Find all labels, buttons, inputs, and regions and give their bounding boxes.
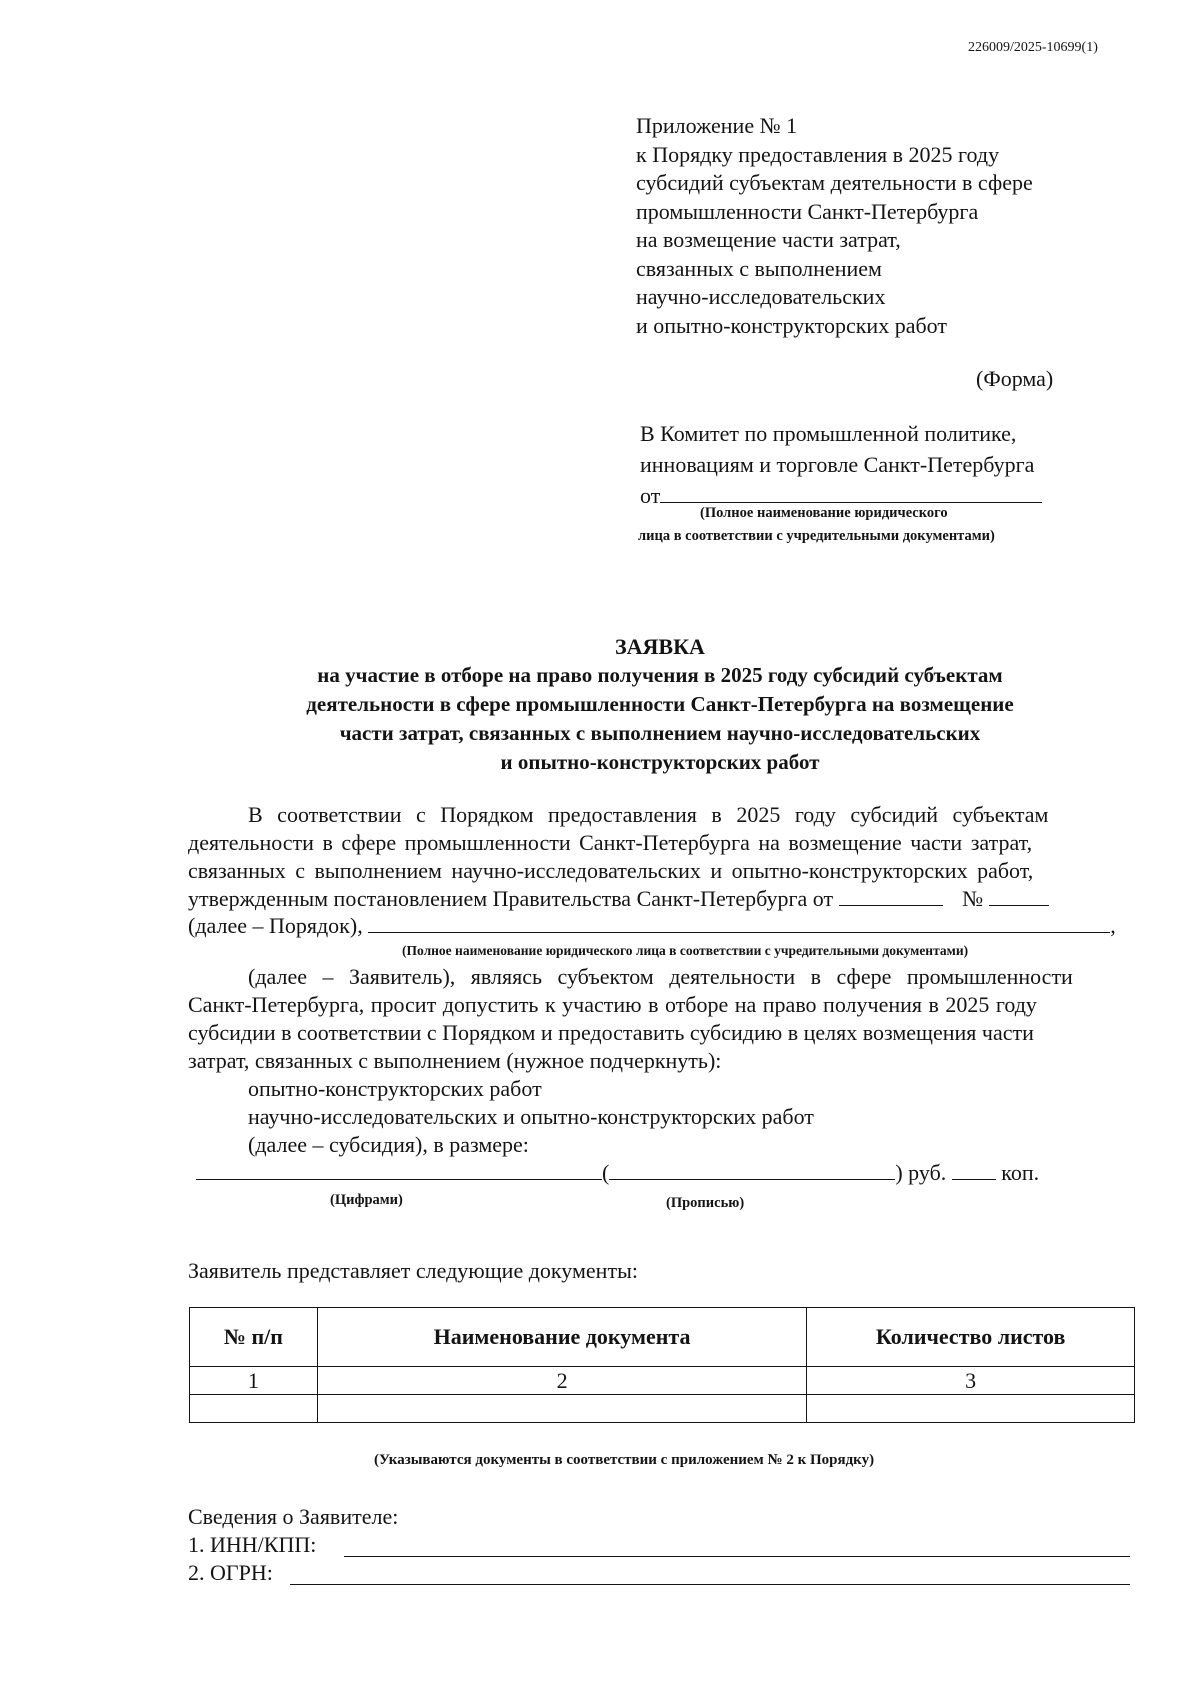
kop-label: коп. — [1001, 1160, 1040, 1185]
amount-digits-field[interactable] — [196, 1179, 602, 1180]
body-text — [188, 913, 1116, 939]
body-text: (далее – Порядок), — [188, 913, 363, 938]
body-text: (далее – субсидия), в размере: — [248, 1132, 529, 1157]
appendix-line: на возмещение части затрат, — [636, 227, 901, 252]
table-row — [190, 1367, 1135, 1395]
resolution-number-field[interactable] — [989, 905, 1049, 906]
appendix-line: промышленности Санкт-Петербурга — [636, 198, 979, 224]
amount-line — [196, 1160, 1039, 1186]
appendix-line: Приложение № 1 — [636, 113, 798, 138]
ogrn-label: 2. ОГРН: — [188, 1560, 273, 1585]
table-header-row — [190, 1308, 1135, 1367]
option-rd[interactable]: опытно-конструкторских работ — [248, 1076, 542, 1101]
appendix-line: к Порядку предоставления в 2025 году — [636, 141, 1000, 167]
applicant-heading: Сведения о Заявителе: — [188, 1504, 399, 1529]
from-label: от — [640, 483, 661, 508]
table-row[interactable] — [190, 1395, 1135, 1423]
docs-intro: Заявитель представляет следующие документы: — [188, 1258, 638, 1283]
table-cell[interactable] — [317, 1395, 806, 1423]
applicant-full-name-field[interactable] — [368, 932, 1110, 933]
body-text: В соответствии с Порядком предоставления в 2025 году субсидий субъектам — [248, 802, 1049, 827]
appendix-line: связанных с выполнением — [636, 255, 882, 281]
addressee-caption: лица в соответствии с учредительными документами) — [638, 528, 995, 544]
kopecks-field[interactable] — [952, 1179, 996, 1180]
body-text: связанных с выполнением научно-исследовательских и опытно-конструкторских работ, — [188, 858, 1034, 883]
body-text — [188, 886, 1049, 912]
addressee-caption: (Полное наименование юридического — [700, 505, 948, 521]
comma: , — [1110, 913, 1116, 938]
table-cell: 2 — [317, 1367, 806, 1395]
documents-table — [189, 1307, 1135, 1423]
inn-label: 1. ИНН/КПП: — [188, 1532, 317, 1557]
header-number: № п/п — [190, 1308, 318, 1367]
header-sheet-count: Количество листов — [807, 1308, 1135, 1367]
option-rnd[interactable]: научно-исследовательских и опытно-конструкторских работ — [248, 1104, 814, 1129]
table-cell[interactable] — [807, 1395, 1135, 1423]
title-heading: ЗАЯВКА — [615, 634, 705, 659]
words-caption: (Прописью) — [666, 1195, 745, 1211]
title-line: части затрат, связанных с выполнением научно-исследовательских — [339, 721, 981, 745]
title-line: и опытно-конструкторских работ — [500, 750, 820, 774]
ogrn-field[interactable] — [290, 1584, 1130, 1585]
field-caption: (Полное наименование юридического лица в соответствии с учредительными документами) — [402, 943, 969, 958]
body-text: деятельности в сфере промышленности Санкт-Петербурга на возмещение части затрат, — [188, 830, 1033, 855]
body-text: утвержденным постановлением Правительства Санкт-Петербурга от — [188, 886, 834, 911]
number-sign: № — [962, 886, 984, 911]
appendix-line: субсидий субъектам деятельности в сфере — [636, 170, 1033, 195]
resolution-date-field[interactable] — [839, 905, 943, 906]
rub-label: ) руб. — [895, 1160, 947, 1185]
header-document-name: Наименование документа — [317, 1308, 806, 1367]
body-text: субсидии в соответствии с Порядком и предоставить субсидию в целях возмещения части — [188, 1020, 1034, 1045]
inn-field[interactable] — [344, 1556, 1130, 1557]
title-line: на участие в отборе на право получения в 2025 году субсидий субъектам — [317, 663, 1003, 687]
paren-open: ( — [602, 1160, 610, 1185]
body-text: Санкт-Петербурга, просит допустить к участию в отборе на право получения в 2025 году — [188, 992, 1037, 1017]
table-cell: 3 — [807, 1367, 1135, 1395]
addressee-line: инновациям и торговле Санкт-Петербурга — [640, 452, 1035, 477]
applicant-name-field[interactable] — [660, 502, 1042, 503]
application-title — [180, 632, 1140, 777]
addressee-line: В Комитет по промышленной политике, — [640, 421, 1017, 446]
table-cell[interactable] — [190, 1395, 318, 1423]
appendix-line: и опытно-конструкторских работ — [636, 312, 947, 338]
title-line: деятельности в сфере промышленности Санкт-Петербурга на возмещение — [306, 692, 1014, 716]
form-label: (Форма) — [976, 366, 1054, 391]
body-text: затрат, связанных с выполнением (нужное подчеркнуть): — [188, 1048, 722, 1073]
body-text: (далее – Заявитель), являясь субъектом деятельности в сфере промышленности — [248, 964, 1073, 989]
table-caption: (Указываются документы в соответствии с приложением № 2 к Порядку) — [374, 1452, 875, 1468]
addressee-block — [640, 418, 1042, 511]
digits-caption: (Цифрами) — [330, 1192, 403, 1208]
amount-words-field[interactable] — [609, 1179, 895, 1180]
table-cell: 1 — [190, 1367, 318, 1395]
appendix-header — [636, 112, 1033, 340]
appendix-line: научно-исследовательских — [636, 284, 886, 309]
document-number: 226009/2025-10699(1) — [968, 40, 1098, 55]
